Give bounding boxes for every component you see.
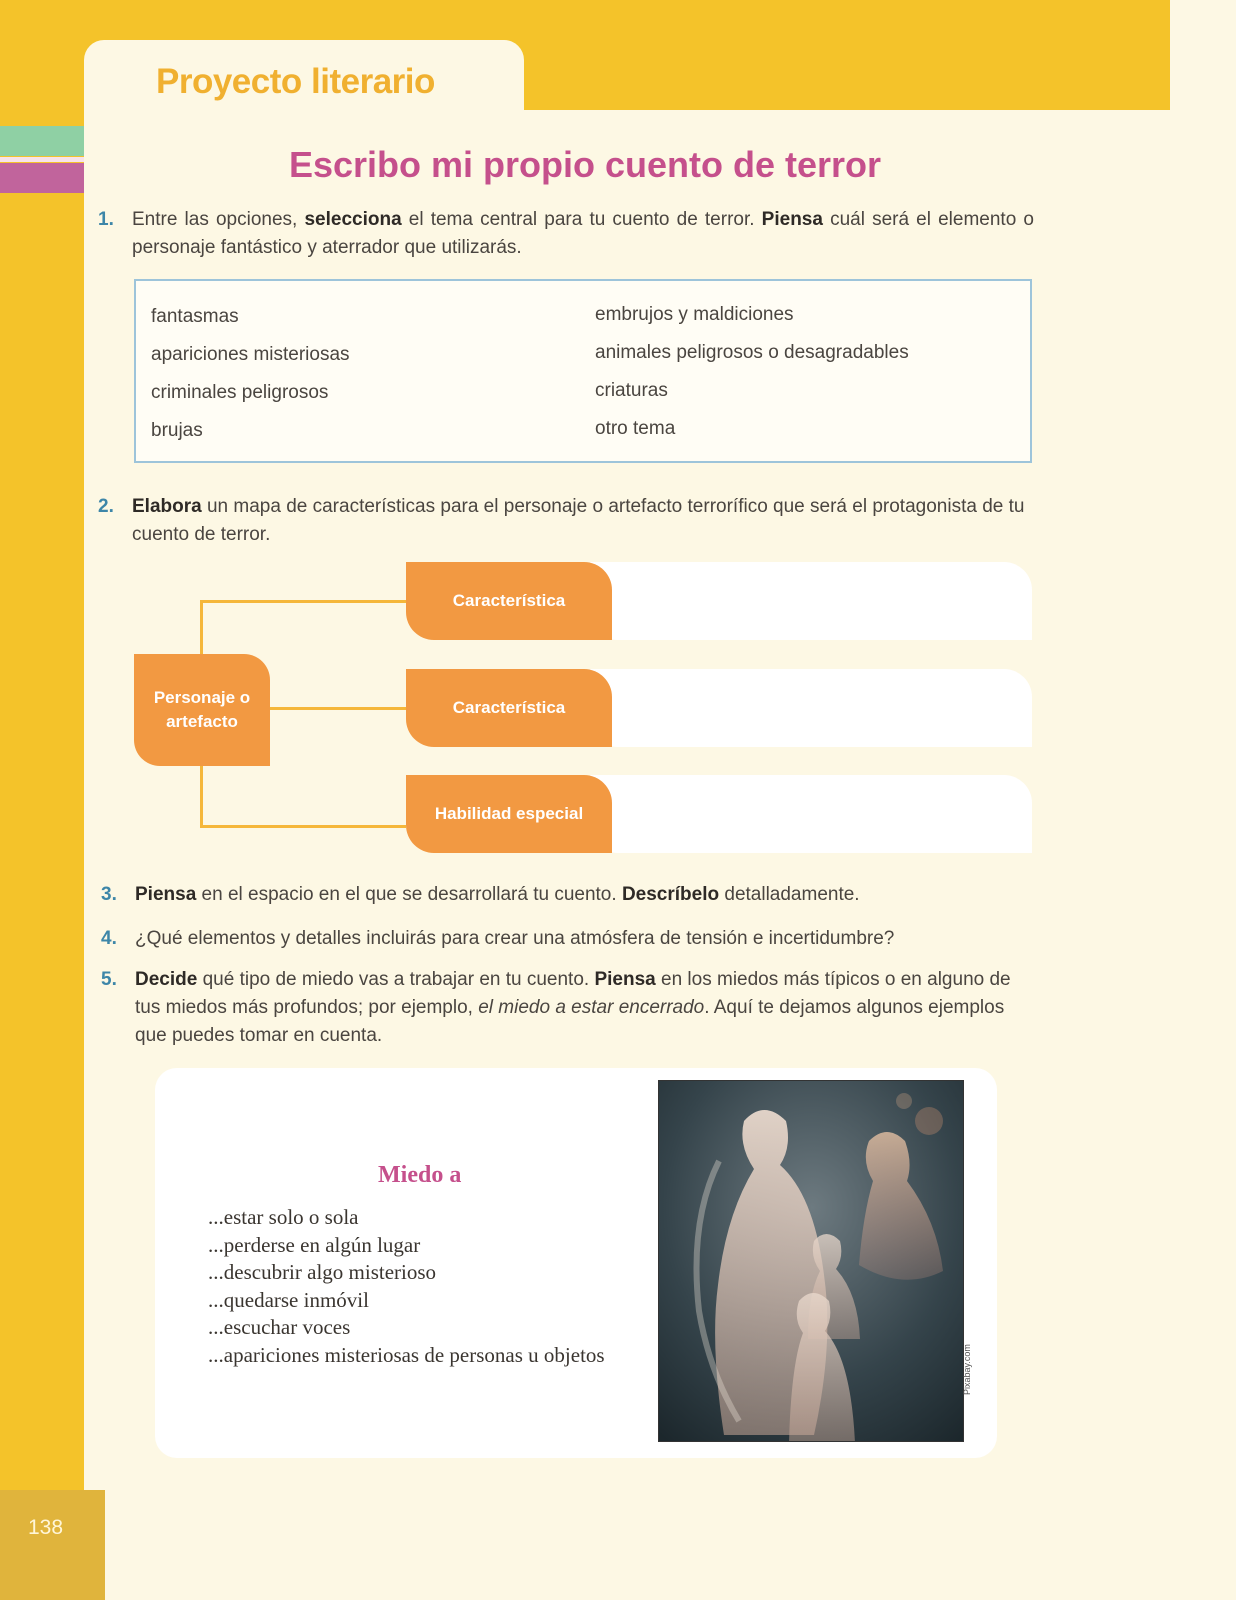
map-connector xyxy=(270,707,406,710)
page-title: Escribo mi propio cuento de terror xyxy=(288,144,882,185)
option-item: criaturas xyxy=(595,380,668,401)
ghost-figures-photo xyxy=(658,1080,964,1442)
map-connector xyxy=(200,766,203,828)
map-connector xyxy=(200,600,406,603)
question-text-segment: Piensa xyxy=(761,209,823,230)
question-number: 4. xyxy=(101,928,117,949)
answer-blank[interactable] xyxy=(590,669,1032,747)
list-item: ...estar solo o sola xyxy=(208,1205,359,1229)
option-item: otro tema xyxy=(595,418,676,439)
question-text-segment: el tema central para tu cuento de terror. xyxy=(401,209,762,230)
question-text-segment: qué tipo de miedo vas a trabajar en tu cuento. xyxy=(197,969,595,990)
map-node-characteristic: Característica xyxy=(406,562,612,640)
question-text-segment: Piensa xyxy=(135,884,197,905)
question-5 xyxy=(101,966,1039,1050)
question-text-segment: selecciona xyxy=(304,209,402,230)
option-item: apariciones misteriosas xyxy=(151,344,350,365)
question-text xyxy=(132,496,1024,545)
question-2 xyxy=(98,493,1036,549)
list-item: ...perderse en algún lugar xyxy=(208,1232,421,1257)
fear-list xyxy=(208,1204,605,1369)
option-item: criminales peligrosos xyxy=(151,382,329,403)
question-text-segment: Decide xyxy=(135,969,198,990)
left-color-band xyxy=(0,0,90,1490)
option-item: animales peligrosos o desagradables xyxy=(595,342,909,363)
question-text-segment: Piensa xyxy=(594,969,656,990)
question-text-segment: en el espacio en el que se desarrollará tu cuento. xyxy=(196,884,622,905)
option-item: brujas xyxy=(151,420,203,441)
question-text xyxy=(135,928,894,949)
page-number: 138 xyxy=(28,1516,64,1539)
question-text xyxy=(132,209,1034,258)
question-number: 2. xyxy=(98,496,114,517)
question-text-segment: ¿Qué elementos y detalles incluirás para crear una atmósfera de tensión e incertidumbre? xyxy=(135,928,895,949)
question-4 xyxy=(101,925,1039,953)
question-text-segment: Descríbelo xyxy=(621,884,720,905)
list-item: ...apariciones misteriosas de personas u objetos xyxy=(208,1342,605,1367)
question-3 xyxy=(101,881,1039,909)
question-text-segment: el miedo a estar encerrado xyxy=(478,997,705,1018)
answer-blank[interactable] xyxy=(590,775,1032,853)
fear-card-title: Miedo a xyxy=(378,1162,462,1188)
list-item: ...escuchar voces xyxy=(208,1315,351,1339)
list-item: ...quedarse inmóvil xyxy=(208,1287,369,1312)
question-number: 3. xyxy=(101,884,117,905)
map-node-special-ability: Habilidad especial xyxy=(406,775,612,853)
answer-blank[interactable] xyxy=(590,562,1032,640)
map-connector xyxy=(200,825,406,828)
question-text-segment: detalladamente. xyxy=(719,884,860,905)
photo-credit: Pixabay.com xyxy=(962,1344,972,1395)
option-item: fantasmas xyxy=(151,306,239,327)
question-text-segment: Entre las opciones, xyxy=(132,209,305,230)
list-item: ...descubrir algo misterioso xyxy=(208,1260,437,1284)
question-text-segment: Elabora xyxy=(132,496,202,517)
map-node-characteristic: Característica xyxy=(406,669,612,747)
map-connector xyxy=(200,600,203,654)
question-text-segment: un mapa de características para el personaje o artefacto terrorífico que será el protagonista de tu cuento de terror. xyxy=(132,496,1025,545)
option-item: embrujos y maldiciones xyxy=(595,304,794,325)
question-text-segment: . Aquí te dejamos algunos ejemplos que puedes tomar en cuenta. xyxy=(135,997,1005,1046)
topic-options-box xyxy=(134,279,1032,463)
question-number: 1. xyxy=(98,209,114,230)
section-tab-title: Proyecto literario xyxy=(156,62,435,101)
map-center-node: Personaje o artefacto xyxy=(134,654,270,766)
question-number: 5. xyxy=(101,969,117,990)
question-text-segment: cuál será el elemento o personaje fantástico y aterrador que utilizarás. xyxy=(132,209,1034,258)
question-text xyxy=(135,969,1011,1046)
page-number-box xyxy=(0,1490,105,1600)
question-1 xyxy=(98,206,1034,262)
question-text xyxy=(135,884,860,905)
question-text-segment: en los miedos más típicos o en alguno de tus miedos más profundos; por ejemplo, xyxy=(135,969,1011,1018)
